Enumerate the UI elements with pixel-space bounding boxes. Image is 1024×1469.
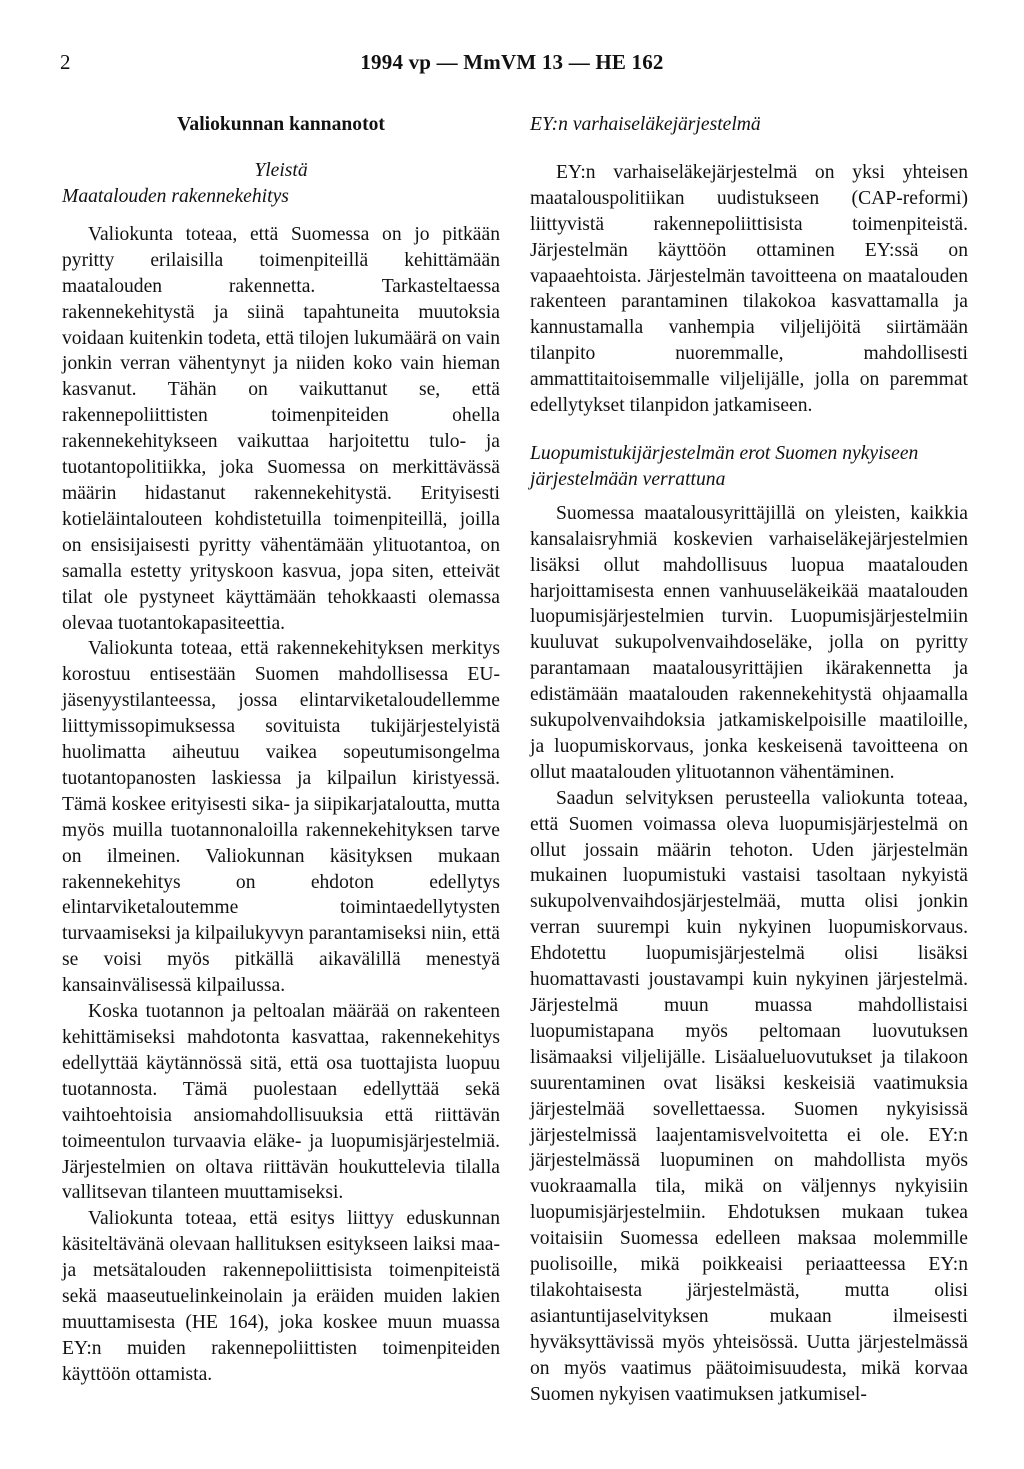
paragraph: EY:n varhaiseläkejärjestelmä on yksi yhteisen maatalouspolitiikan uudistukseen (CAP-reformi) liittyvistä rakennepoliittisista toimenpiteistä. Järjestelmän käyttöön ottaminen EY:ssä on vapaaehtoista. Järjestelmän tavoitteena on maatalouden rakenteen parantaminen tilakokoa kasvattamalla ja kannustamalla vanhempia viljelijöitä siirtämään tilanpito nuoremmalle, mahdollisesti ammattitaitoisemmalle viljelijälle, jolla on paremmat edellytykset tilanpidon jatkamiseen. <box>530 161 968 417</box>
left-column <box>62 112 500 1388</box>
paragraph: Valiokunta toteaa, että esitys liittyy eduskunnan käsiteltävänä olevaan hallituksen esitykseen laiksi maa- ja metsätalouden rakennepoliittisista toimenpiteistä sekä maaseutuelinkeinolain ja eräiden muiden lakien muuttamisesta (HE 164), joka koskee muun muassa EY:n muiden rakennepoliittisten toimenpiteiden käyttöön ottamista. <box>62 1208 500 1385</box>
paragraph: Valiokunta toteaa, että Suomessa on jo pitkään pyritty erilaisilla toimenpiteillä kehittämään maatalouden rakennetta. Tarkasteltaessa rakennekehitystä ja siinä tapahtuneita muutoksia voidaan kuitenkin todeta, että tilojen lukumäärä on vain jonkin verran vähentynyt ja niiden koko vain hieman kasvanut. Tähän on vaikuttanut se, että rakennepoliittisten toimenpiteiden ohella rakennekehitykseen vaikuttaa harjoitettu tulo- ja tuotantopolitiikka, joka Suomessa on merkittävässä määrin hidastanut rakennekehitystä. Erityisesti kotieläintalouteen kohdistetuilla toimenpiteillä, joilla on ensisijaisesti pyritty vähentämään ylituotantoa, on samalla estetty yrityskoon kasvua, jopa siten, etteivät tilat ole pystyneet käyttämään tehokkaasti olemassa olevaa tuotantokapasiteettia. <box>62 223 500 634</box>
paragraph: Koska tuotannon ja peltoalan määrää on rakenteen kehittämiseksi mahdotonta kasvattaa, rakennekehitys edellyttää käytännössä sitä, että osa tuottajista luopuu tuotannosta. Tämä puolestaan edellyttää sekä vaihtoehtoisia ansiomahdollisuuksia että riittävän toimeentulon turvaavia eläke- ja luopumisjärjestelmiä. Järjestelmien on oltava riittävän houkuttelevia tilalla vallitsevan tilanteen muuttamiseksi. <box>62 1001 500 1204</box>
subheading-general: Yleistä <box>254 160 308 181</box>
subheading-structural-development: Maatalouden rakennekehitys <box>62 186 289 207</box>
section-title: Valiokunnan kannanotot <box>177 114 385 135</box>
page-number: 2 <box>60 50 71 74</box>
heading-early-retirement-scheme: EY:n varhaiseläkejärjestelmä <box>530 114 761 135</box>
header-title: 1994 vp — MmVM 13 — HE 162 <box>360 50 664 74</box>
paragraph: Saadun selvityksen perusteella valiokunta toteaa, että Suomen voimassa oleva luopumisjärjestelmä on ollut jossain määrin tehoton. Uden järjestelmän mukainen luopumistuki vastaisi tasoltaan nykyistä sukupolvenvaihdosjärjestelmää, mutta olisi jonkin verran suurempi kuin nykyinen luopumiskorvaus. Ehdotettu luopumisjärjestelmä olisi lisäksi huomattavasti joustavampi kuin nykyinen järjestelmä. Järjestelmä muun muassa mahdollistaisi luopumistapana myös peltomaan luovutuksen lisämaaksi viljelijälle. Lisäalueluovutukset ja tilakoon suurentaminen ovat lisäksi keskeisiä vaatimuksia järjestelmää sovellettaessa. Suomen nykyisissä järjestelmissä laajentamisvelvoitetta ei ole. EY:n järjestelmässä luopuminen on mahdollista myös vuokraamalla tila, mikä on väljennys nykyisiin luopumisjärjestelmiin. Ehdotuksen mukaan tukea voitaisiin Suomessa edelleen maksaa molemmille puolisoille, mikä poikkeaisi periaatteessa EY:n tilakohtaisesta järjestelmästä, mutta olisi asiantuntijaselvityksen mukaan ilmeisesti hyväksyttävissä myös yhteisössä. Uutta järjestelmässä on myös vaatimus päätoimisuudesta, mikä korvaa Suomen nykyisen vaatimuksen jatkumisel- <box>530 787 968 1405</box>
paragraph: Valiokunta toteaa, että rakennekehityksen merkitys korostuu entisestään Suomen mahdollisessa EU-jäsenyystilanteessa, jossa elintarviketaloudellemme liittymissopimuksessa sovituista tukijärjestelyistä huolimatta aiheutuu vaikea sopeutumisongelma tuotantopanosten laskiessa ja kilpailun kiristyessä. Tämä koskee erityisesti sika- ja siipikarjataloutta, mutta myös muilla tuotannonaloilla rakennekehityksen tarve on ilmeinen. Valiokunnan käsityksen mukaan rakennekehitys on ehdoton edellytys elintarviketaloutemme toimintaedellytysten turvaamiseksi ja kilpailukyvyn parantamiseksi niin, että se voisi myös pitkällä aikavälillä menestyä kansainvälisessä kilpailussa. <box>62 638 501 997</box>
running-header <box>0 50 1024 80</box>
heading-differences: Luopumistukijärjestelmän erot Suomen nykyiseen järjestelmään verrattuna <box>530 442 919 490</box>
right-column <box>530 112 968 1408</box>
paragraph: Suomessa maatalousyrittäjillä on yleisten, kaikkia kansalaisryhmiä koskevien varhaiseläkejärjestelmien lisäksi ollut mahdollisuus luopua maatalouden harjoittamisesta ennen vanhuuseläkeikää maatalouden luopumisjärjestelmien turvin. Luopumisjärjestelmiin kuuluvat sukupolvenvaihdoseläke, jolla on pyritty parantamaan maatalousyrittäjien ikärakennetta ja edistämään maatalouden rakennekehitystä ohjaamalla sukupolvenvaihdoksia jatkamiskelpoisille maatiloille, ja luopumiskorvaus, jonka keskeisenä tavoitteena on ollut maatalouden ylituotannon vähentäminen. <box>530 502 968 783</box>
